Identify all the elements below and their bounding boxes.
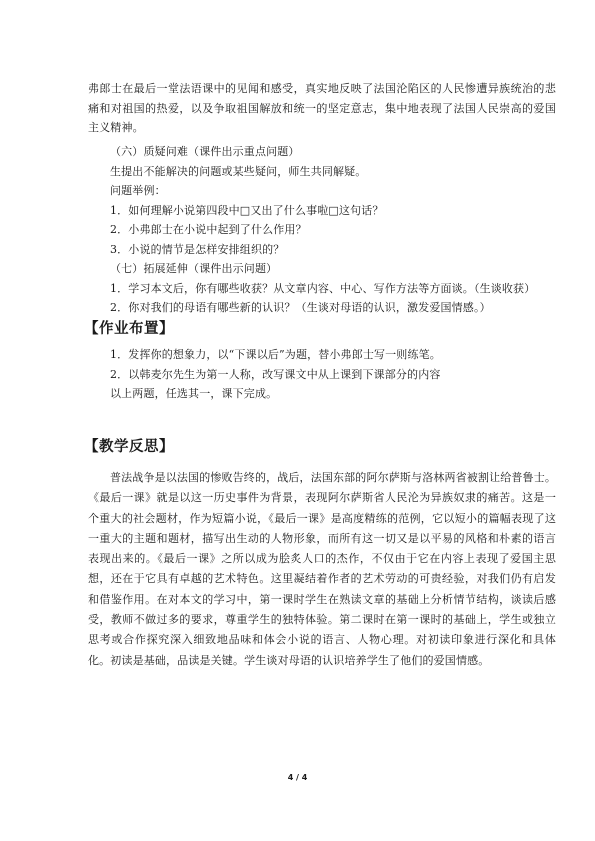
section7-item: 1．学习本文后，你有哪些收获？从文章内容、中心、写作方法等方面谈。（生谈收获）: [110, 281, 536, 295]
intro-block: [88, 79, 556, 138]
section6-desc: 生提出不能解决的问题或某些疑问，师生共同解疑。: [110, 164, 367, 178]
homework-item: 2．以韩麦尔先生为第一人称，改写课文中从上课到下课部分的内容: [110, 367, 441, 381]
section7-item: 2．你对我们的母语有哪些新的认识？（生谈对母语的认识，激发爱国情感。）: [110, 301, 491, 314]
section6-block: [88, 142, 556, 259]
homework-heading-block: [84, 317, 552, 341]
homework-item: 1．发挥你的想象力，以“下课以后”为题，替小弗郎士写一则练笔。: [110, 348, 441, 361]
page-number: 4 / 4: [287, 773, 308, 782]
intro-paragraph: 弗郎士在最后一堂法语课中的见闻和感受，真实地反映了法国沦陷区的人民惨遭异族统治的悲痛和对祖国的热爱，以及争取祖国解放和统一的坚定意志，集中地表现了法国人民崇高的爱国主义精神。: [88, 82, 556, 134]
section6-examples-label: 问题举例：: [110, 184, 166, 197]
section6-question: 1．如何理解小说第四段中□又出了什么事啦□这句话？: [110, 203, 384, 217]
homework-block: [88, 345, 556, 404]
section7-title: （七）拓展延伸（课件出示问题）: [110, 262, 278, 275]
reflection-paragraph: 普法战争是以法国的惨败告终的，战后，法国东部的阿尔萨斯与洛林两省被割让给普鲁士。《最后一课》就是以这一历史事件为背景，表现阿尔萨斯省人民沦为异族奴隶的痛苦。这是一个重大的社会题材，作为短篇小说，《最后一课》是高度精练的范例，它以短小的篇幅表现了这一重大的主题和题材，描写出生动的人物形象，而所有这一切又是以平易的风格和朴素的语言表现出来的。《最后一课》之所以成为脍炙人口的杰作，不仅由于它在内容上表现了爱国主思想，还在于它具有卓越的艺术特色。这里凝结着作者的艺术劳动的可贵经验，对我们仍有启发和借鉴作用。在对本文的学习中，第一课时学生在熟读文章的基础上分析情节结构，谈读后感受，教师不做过多的要求，尊重学生的独特体验。第二课时在第一课时的基础上，学生或独立思考或合作探究深入细致地品味和体会小说的语言、人物心理。对初读印象进行深化和具体化。初读是基础，品读是关键。学生谈对母语的认识培养学生了他们的爱国情感。: [88, 471, 556, 667]
section6-question: 2．小弗郎士在小说中起到了什么作用？: [110, 223, 307, 236]
reflection-block: [88, 468, 556, 671]
homework-heading: 【作业布置】: [84, 321, 174, 337]
section7-block: [88, 259, 556, 318]
reflection-heading-block: [84, 435, 552, 459]
section6-title: （六）质疑问难（课件出示重点问题）: [110, 145, 300, 158]
section6-question: 3．小说的情节是怎样安排组织的？: [110, 242, 285, 256]
reflection-heading: 【教学反思】: [84, 439, 174, 455]
homework-note: 以上两题，任选其一，课下完成。: [110, 387, 278, 400]
